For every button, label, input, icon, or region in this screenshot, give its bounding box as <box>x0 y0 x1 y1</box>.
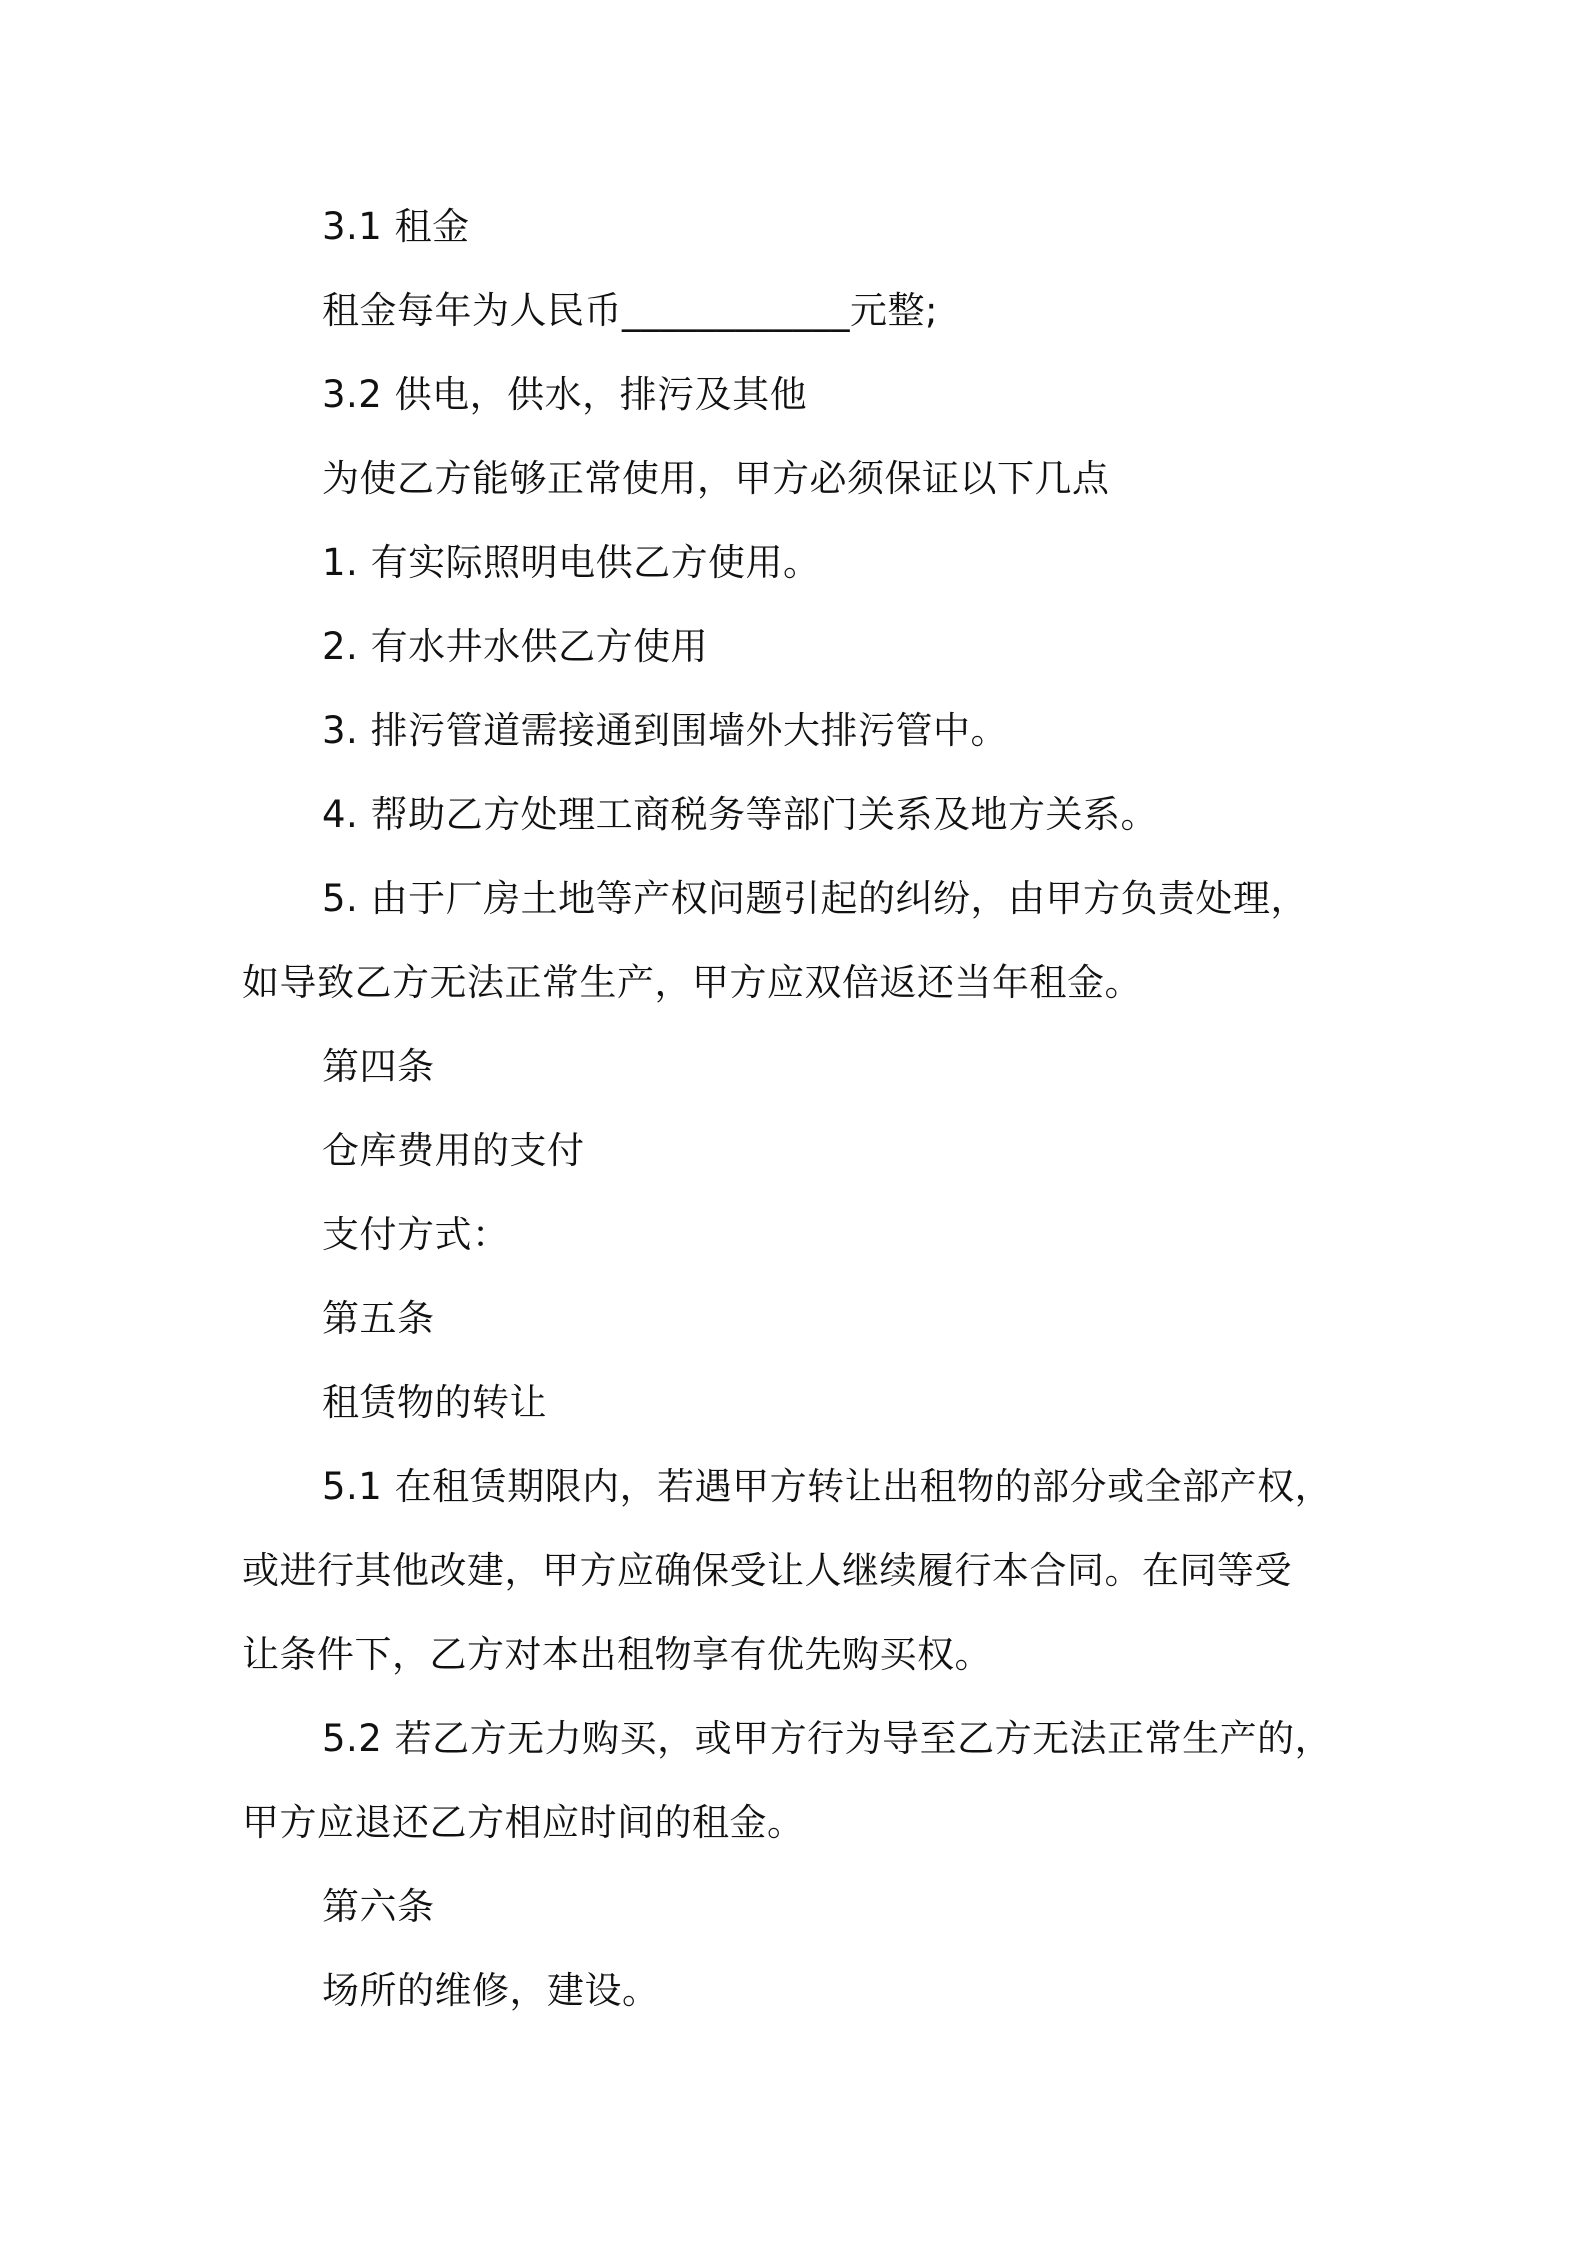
list-item-5: 5. 由于厂房土地等产权问题引起的纠纷，由甲方负责处理， <box>322 877 1309 920</box>
payment-method-label: 支付方式： <box>322 1213 510 1256</box>
article-5-title: 租赁物的转让 <box>322 1381 547 1424</box>
section-3-2-heading: 3.2 供电，供水，排污及其他 <box>322 373 808 416</box>
clause-5-1: 5.1 在租赁期限内，若遇甲方转让出租物的部分或全部产权， <box>322 1465 1333 1508</box>
article-6-heading: 第六条 <box>322 1885 435 1928</box>
list-item-4: 4. 帮助乙方处理工商税务等部门关系及地方关系。 <box>322 793 1159 836</box>
article-6-title: 场所的维修，建设。 <box>322 1969 660 2012</box>
list-item-2: 2. 有水井水供乙方使用 <box>322 625 709 668</box>
list-item-3: 3. 排污管道需接通到围墙外大排污管中。 <box>322 709 1009 752</box>
clause-5-2: 5.2 若乙方无力购买，或甲方行为导至乙方无法正常生产的， <box>322 1717 1333 1760</box>
section-3-1-heading: 3.1 租金 <box>322 205 470 248</box>
article-4-title: 仓库费用的支付 <box>322 1129 585 1172</box>
clause-5-1-continued-2: 让条件下，乙方对本出租物享有优先购买权。 <box>242 1633 992 1676</box>
article-4-heading: 第四条 <box>322 1045 435 1088</box>
list-item-1: 1. 有实际照明电供乙方使用。 <box>322 541 821 584</box>
article-5-heading: 第五条 <box>322 1297 435 1340</box>
list-item-5-continued: 如导致乙方无法正常生产，甲方应双倍返还当年租金。 <box>242 961 1142 1004</box>
rent-amount-line: 租金每年为人民币____________元整; <box>322 289 938 332</box>
clause-5-2-continued: 甲方应退还乙方相应时间的租金。 <box>242 1801 805 1844</box>
guarantee-intro: 为使乙方能够正常使用，甲方必须保证以下几点 <box>322 457 1110 500</box>
clause-5-1-continued-1: 或进行其他改建，甲方应确保受让人继续履行本合同。在同等受 <box>242 1549 1292 1592</box>
